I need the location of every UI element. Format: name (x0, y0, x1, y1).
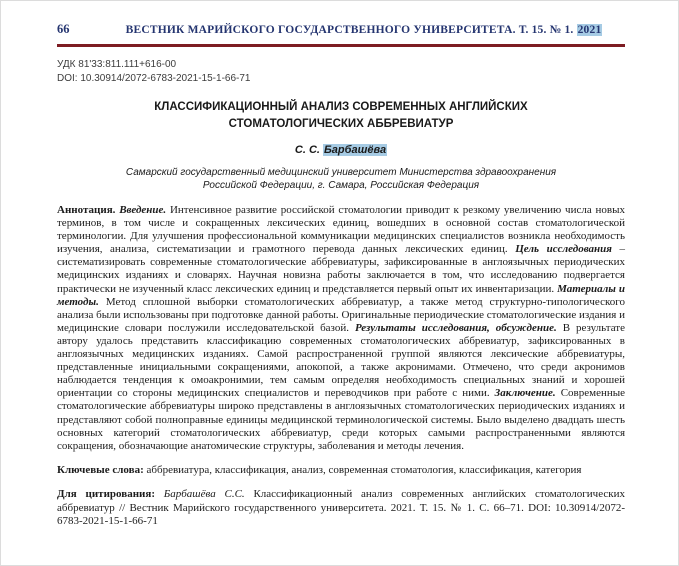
citation-author: Барбашёва С.С. (154, 488, 254, 501)
keywords-text: аббревиатура, классификация, анализ, современная стоматология, классификация, категория (143, 463, 582, 476)
article-title (57, 99, 625, 133)
affiliation-line-1: Самарский государственный медицинский университет Министерства здравоохранения (125, 167, 557, 178)
keywords-paragraph (57, 464, 625, 478)
doi-line: DOI: 10.30914/2072-6783-2021-15-1-66-71 (57, 73, 251, 84)
affiliation (57, 166, 625, 192)
udk-line: УДК 81'33:811.111+616-00 (57, 59, 177, 70)
journal-header (103, 23, 625, 37)
author-initials: С. С. (294, 144, 324, 156)
title-line-1: КЛАССИФИКАЦИОННЫЙ АНАЛИЗ СОВРЕМЕННЫХ АНГЛИЙСКИХ (154, 101, 528, 113)
citation-label: Для цитирования: (57, 488, 155, 501)
abstract-paragraph: Аннотация. Введение. Интенсивное развитие российской стоматологии приводит к резкому увеличению числа новых терминов, в том числе и сокращенных лексических единиц, вошедших в основной состав стоматологической терминологии. Для улучшения профессиональной коммуникации медицинских специалистов возникла необходимость изучения, анализа, систематизации и грамотного перевода данных лексических единиц. Цель исследования – систематизировать современные стоматологические аббревиатуры, зафиксированные в англоязычных периодических медицинских изданиях и словарях. Научная новизна работы заключается в том, что исследованию подвергается практически не изученный класс лексических единиц и представляется первый опыт их инвентаризации. Материалы и методы. Метод сплошной выборки стоматологических аббревиатур, а также метод структурно-типологического анализа были использованы при подготовке данной работы. Оригинальные периодические стоматологические издания и медицинские словари послужили исследовательской базой. Результаты исследования, обсуждение. В результате автору удалось представить классификацию современных стоматологических аббревиатур, зафиксированных в англоязычных медицинских изданиях. Самой распространенной группой являются лексические аббревиатуры, представленные инициальными сокращениями, апокопой, а также акронимами. Отмечено, что среди акронимов наблюдается тенденция к омоакронимии, тем самым определяя необходимость специальных знаний и хорошей ориентации со стороны медицинских специалистов и переводчиков при работе с ними. Заключение. Современные стоматологические аббревиатуры широко представлены в англоязычных стоматологических периодических изданиях и представляют собой полноправные единицы медицинской терминологической системы. Было выделено двадцать шесть основных категорий стоматологических аббревиатур, среди которых самыми распространенными являются сокращения, обозначающие анатомические структуры, заболевания и методы лечения. (57, 204, 626, 452)
affiliation-line-2: Российской Федерации, г. Самара, Российская Федерация (202, 180, 480, 191)
page-number: 66 (57, 22, 70, 36)
article-meta (57, 58, 625, 86)
journal-title: ВЕСТНИК МАРИЙСКОГО ГОСУДАРСТВЕННОГО УНИВЕРСИТЕТА. Т. 15. № 1. (125, 24, 577, 36)
author-name (57, 144, 625, 156)
header-rule (57, 44, 625, 47)
running-head-row (57, 22, 625, 37)
year-highlight: 2021 (577, 24, 602, 36)
citation-paragraph (57, 488, 625, 529)
title-line-2: СТОМАТОЛОГИЧЕСКИХ АББРЕВИАТУР (228, 118, 454, 130)
citation-text: Классификационный анализ современных английских стоматологических аббревиатур // Вестник Марийского государственного университета. 2021. Т. 15. № 1. С. 66–71. DOI: 10.30914/2072-6783-2021-15-1-66-71 (57, 488, 625, 528)
author-surname: Барбашёва (324, 144, 387, 156)
keywords-label: Ключевые слова: (57, 463, 144, 476)
running-head (57, 22, 625, 47)
